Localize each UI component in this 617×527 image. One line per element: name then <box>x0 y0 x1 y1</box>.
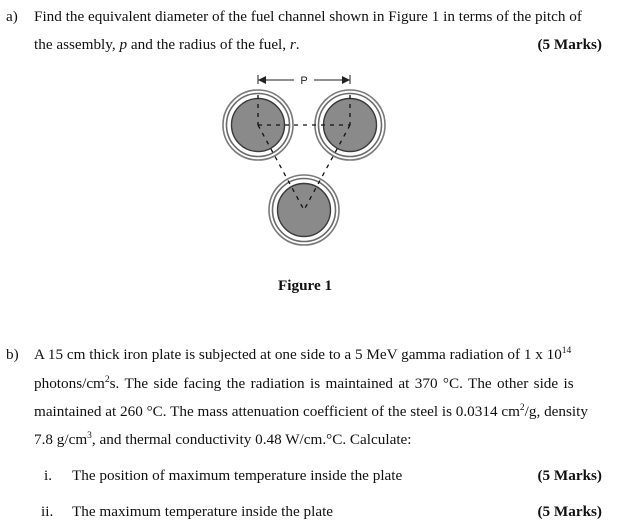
part-b-line-3: maintained at 260 °C. The mass attenuation coefficient of the steel is 0.0314 $cm^2/g$, density <box>34 403 588 420</box>
part-a-line-1: Find the equivalent diameter of the fuel channel shown in Figure 1 in terms of the pitch of <box>34 8 582 25</box>
part-a-line-2-end: . <box>295 36 300 53</box>
part-a-line-2-middle: and the radius of the fuel, <box>127 36 290 53</box>
part-b-line-1: A 15 cm thick iron plate is subjected at one side to a 5 MeV gamma radiation of 1 x $10^{14}$ <box>34 346 572 363</box>
item-2-number: ii. <box>41 503 54 520</box>
part-b-label: b) <box>6 346 19 363</box>
part-a-marks: (5 Marks) <box>537 36 602 53</box>
part-a-label: a) <box>6 8 18 25</box>
radius-symbol: r <box>289 36 296 53</box>
item-2-marks: (5 Marks) <box>537 503 602 520</box>
fuel-rod-bottom <box>269 175 339 245</box>
part-b-line-4: 7.8 $g/cm^3$, and thermal conductivity 0.48 W/cm.°C. Calculate: <box>34 431 412 448</box>
part-a-line-2-start: the assembly, <box>34 36 120 53</box>
item-1-number: i. <box>44 467 53 484</box>
figure-caption: Figure 1 <box>278 277 333 294</box>
item-1-text: The position of maximum temperature inside the plate <box>72 467 403 484</box>
part-b-line-2: photons/$cm^2s$. The side facing the radiation is maintained at 370 °C. The other side is <box>34 375 574 392</box>
pitch-label: P <box>300 75 308 87</box>
item-2-text: The maximum temperature inside the plate <box>72 503 334 520</box>
pitch-symbol: p <box>119 36 128 53</box>
item-1-marks: (5 Marks) <box>537 467 602 484</box>
